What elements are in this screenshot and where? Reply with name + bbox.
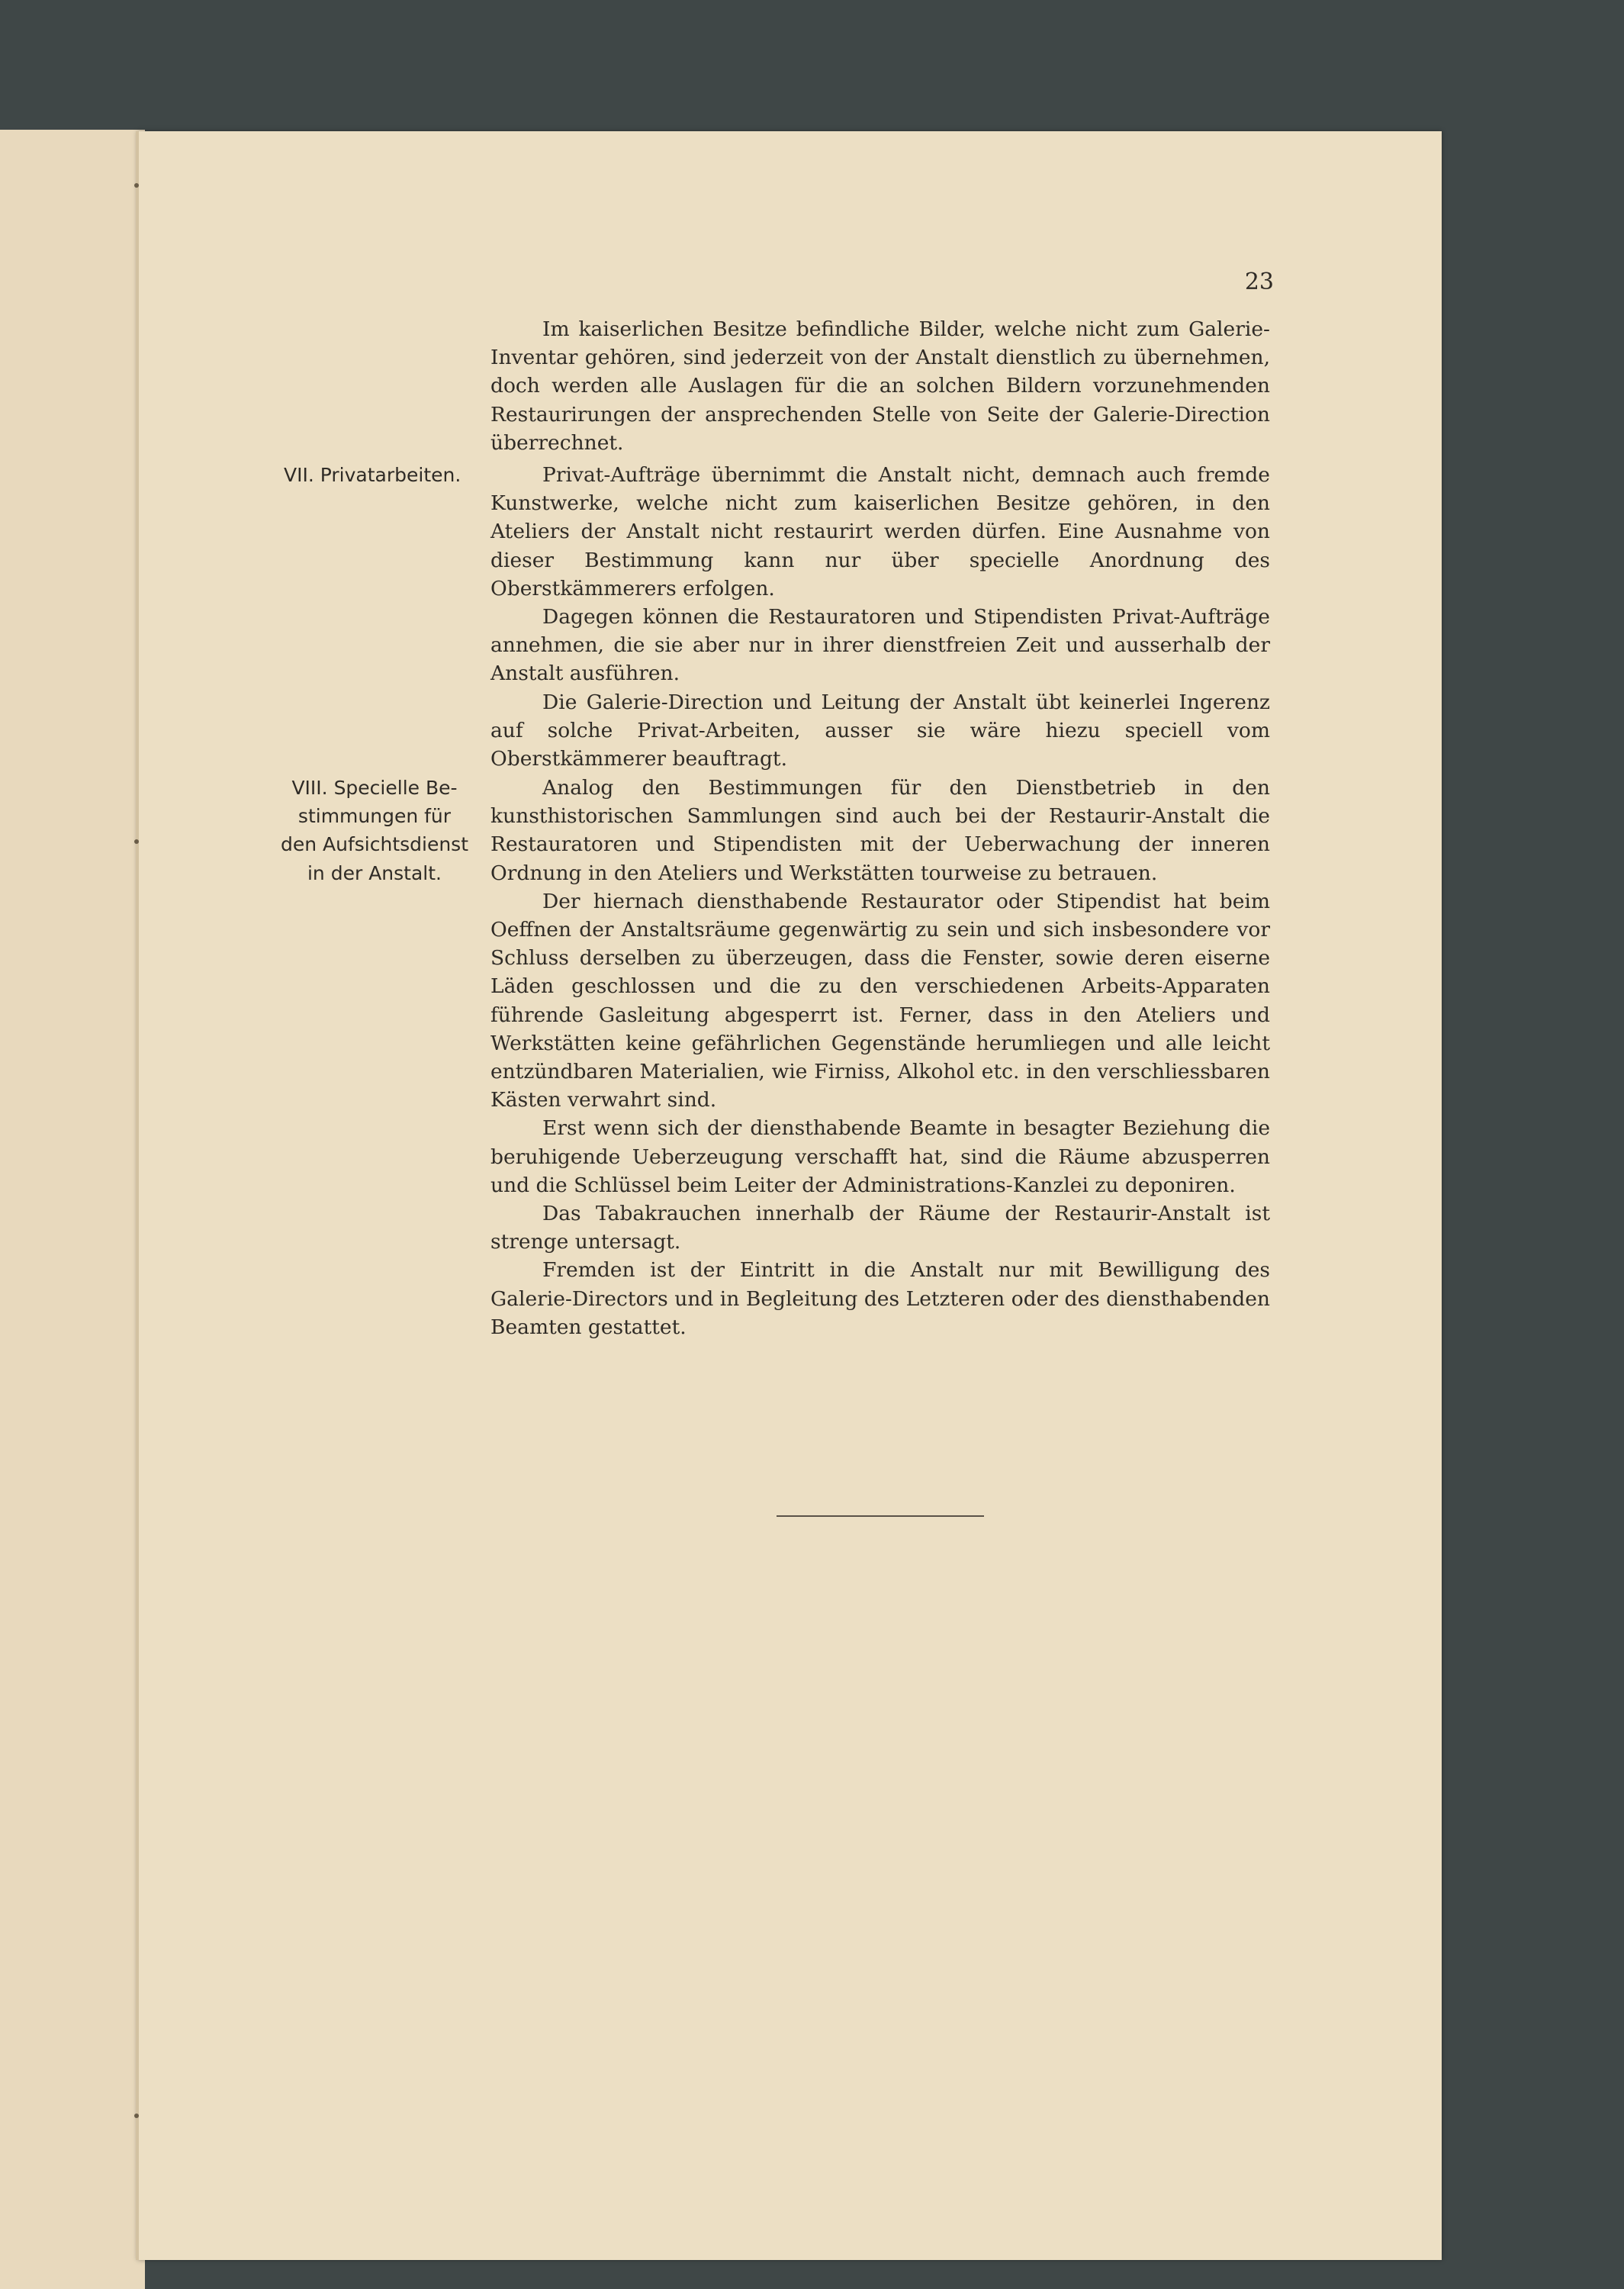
paragraph: Das Tabakrauchen innerhalb der Räume der Restaurir-Anstalt ist strenge untersagt. (490, 1202, 1270, 1254)
paragraph: Fremden ist der Eintritt in die Anstalt nur mit Bewilligung des Galerie-Directors und in Begleitung des Letzteren oder des diensthabenden Beamten gestattet. (490, 1258, 1270, 1339)
paragraph: Dagegen können die Restauratoren und Stipendisten Privat-Aufträge annehmen, die sie aber nur in ihrer dienstfreien Zeit und ausserhalb der Anstalt ausführen. (490, 605, 1270, 686)
paragraph: Im kaiserlichen Besitze befindliche Bilder, welche nicht zum Galerie-Inventar gehören, sind jederzeit von der Anstalt dienstlich zu übernehmen, doch werden alle Auslagen für die an solchen Bildern vorzunehmenden Restaurirungen der ansprechenden Stelle von Seite der Galerie-Direction überrechnet. (490, 317, 1270, 455)
facing-page-edge (0, 130, 145, 2289)
intro-block (490, 315, 1270, 457)
paragraph: Privat-Aufträge übernimmt die Anstalt nicht, demnach auch fremde Kunstwerke, welche nicht zum kaiserlichen Besitze gehören, in den Ateliers der Anstalt nicht restaurirt werden dürfen. Eine Ausnahme von dieser Bestimmung kann nur über specielle Anordnung des Oberstkämmerers erfolgen. (490, 463, 1270, 600)
heading-line: in der Anstalt. (307, 861, 442, 884)
page-spine (136, 131, 139, 2260)
closing-rule (777, 1515, 984, 1517)
heading-line: den Aufsichtsdienst (280, 833, 469, 856)
binding-stitch-mid (134, 839, 139, 844)
section-heading-viii (279, 774, 470, 887)
page-number: 23 (1244, 269, 1274, 295)
heading-line: VIII. Specielle Be- (291, 777, 458, 799)
paragraph: Die Galerie-Direction und Leitung der Anstalt übt keinerlei Ingerenz auf solche Privat-Arbeiten, ausser sie wäre hiezu speciell vom Oberstkämmerer beauftragt. (490, 690, 1270, 771)
paragraph: Analog den Bestimmungen für den Dienstbetrieb in den kunsthistorischen Sammlungen sind auch bei der Restaurir-Anstalt die Restauratoren und Stipendisten mit der Ueberwachung der inneren Ordnung in den Ateliers und Werkstätten tourweise zu betrauen. (490, 776, 1270, 885)
binding-stitch-bottom (134, 2114, 139, 2118)
section-heading-vii: VII. Privatarbeiten. (284, 464, 461, 486)
section-vii-body (490, 461, 1270, 773)
paragraph: Der hiernach diensthabende Restaurator oder Stipendist hat beim Oeffnen der Anstaltsräume gegenwärtig zu sein und sich insbesondere vor Schluss derselben zu überzeugen, dass die Fenster, sowie deren eiserne Läden geschlossen und die zu den verschiedenen Arbeits-Apparaten führende Gasleitung abgesperrt ist. Ferner, dass in den Ateliers und Werkstätten keine gefährlichen Gegenstände herumliegen und alle leicht entzündbaren Materialien, wie Firniss, Alkohol etc. in den verschliessbaren Kästen verwahrt sind. (490, 889, 1270, 1112)
section-viii-body (490, 774, 1270, 1341)
paragraph: Erst wenn sich der diensthabende Beamte in besagter Beziehung die beruhigende Ueberzeugung verschafft hat, sind die Räume abzusperren und die Schlüssel beim Leiter der Administrations-Kanzlei zu deponiren. (490, 1116, 1270, 1197)
binding-stitch-top (134, 183, 139, 188)
heading-line: stimmungen für (297, 805, 452, 828)
